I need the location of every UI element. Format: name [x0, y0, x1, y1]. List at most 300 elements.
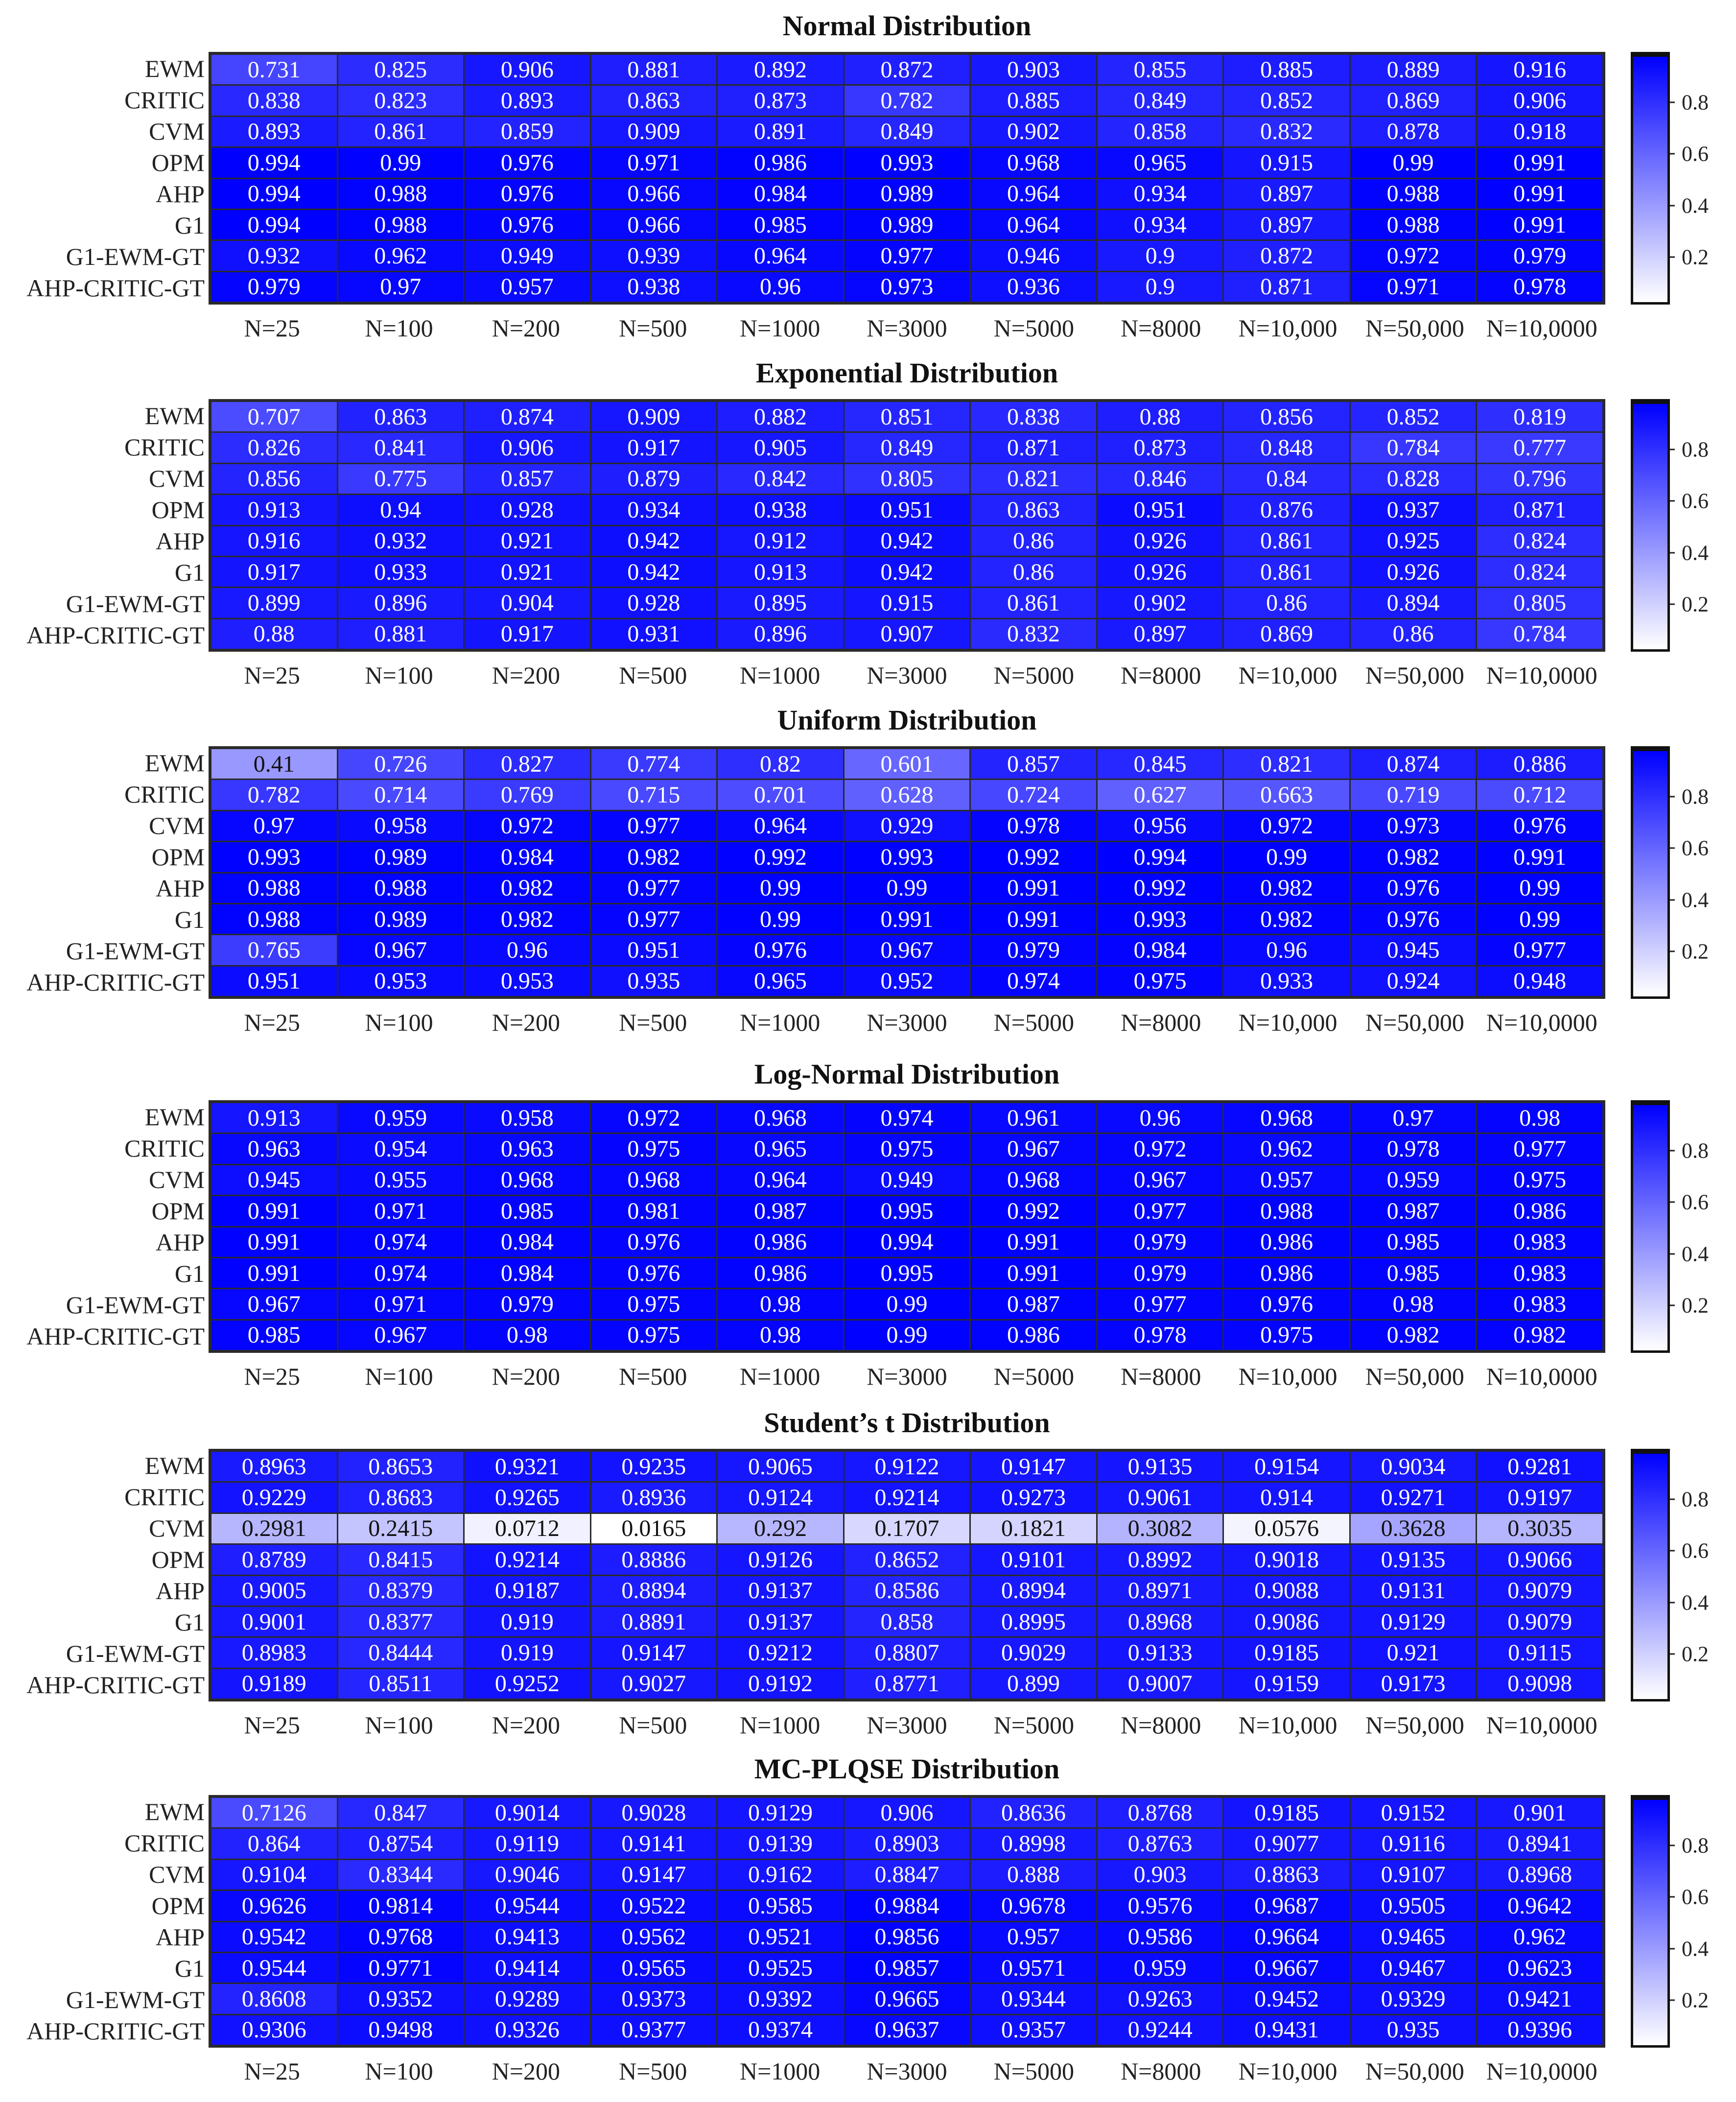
- column-label: N=10,000: [1238, 661, 1337, 689]
- heatmap-cell: 0.8968: [1098, 1607, 1223, 1636]
- column-label: N=25: [244, 661, 300, 689]
- colorbar: [1631, 1449, 1670, 1701]
- heatmap-cell: 0.8941: [1477, 1829, 1602, 1858]
- heatmap-cell: 0.9289: [465, 1984, 590, 2013]
- heatmap-cell: 0.934: [1098, 179, 1223, 209]
- heatmap-cell: 0.893: [465, 86, 590, 115]
- heatmap-cell: 0.8652: [845, 1545, 970, 1574]
- row-label: AHP-CRITIC-GT: [26, 1323, 205, 1350]
- heatmap-cell: 0.878: [1351, 117, 1476, 146]
- colorbar-tick: 0.8: [1670, 1487, 1709, 1512]
- row-labels: [0, 1450, 205, 1700]
- heatmap-cell: 0.9626: [211, 1891, 337, 1920]
- heatmap-cell: 0.9124: [718, 1483, 843, 1512]
- colorbar: [1631, 52, 1670, 305]
- heatmap-cell: 0.979: [465, 1289, 590, 1319]
- column-label: N=3000: [867, 314, 947, 342]
- heatmap-cell: 0.869: [1224, 619, 1349, 649]
- heatmap-cell: 0.894: [1351, 588, 1476, 617]
- heatmap-cell: 0.964: [718, 241, 843, 270]
- heatmap-cell: 0.953: [338, 967, 464, 996]
- heatmap-cell: 0.902: [971, 117, 1096, 146]
- heatmap-cell: 0.989: [845, 179, 970, 209]
- heatmap-cell: 0.972: [591, 1103, 717, 1133]
- heatmap-cell: 0.842: [718, 464, 843, 494]
- heatmap-cell: 0.881: [338, 619, 464, 649]
- heatmap-cell: 0.971: [1351, 272, 1476, 302]
- heatmap-cell: 0.917: [591, 433, 717, 462]
- heatmap-cell: 0.9667: [1224, 1953, 1349, 1983]
- heatmap-cell: 0.942: [591, 526, 717, 556]
- heatmap-cell: 0.9373: [591, 1984, 717, 2013]
- heatmap-cell: 0.8608: [211, 1984, 337, 2013]
- heatmap-cell: 0.979: [971, 935, 1096, 965]
- heatmap-cell: 0.913: [718, 557, 843, 587]
- heatmap-cell: 0.926: [1098, 526, 1223, 556]
- heatmap-cell: 0.9018: [1224, 1545, 1349, 1574]
- row-label: G1-EWM-GT: [66, 590, 205, 617]
- row-label: G1: [174, 906, 205, 933]
- heatmap-cell: 0.855: [1098, 55, 1223, 84]
- heatmap-cell: 0.899: [211, 588, 337, 617]
- row-label: AHP-CRITIC-GT: [26, 274, 205, 302]
- heatmap-cell: 0.9814: [338, 1891, 464, 1920]
- heatmap-cell: 0.96: [718, 272, 843, 302]
- heatmap-cell: 0.965: [718, 1134, 843, 1163]
- heatmap-cell: 0.98: [1351, 1289, 1476, 1319]
- heatmap-cell: 0.9642: [1477, 1891, 1602, 1920]
- heatmap-cell: 0.9107: [1351, 1860, 1476, 1889]
- heatmap-cell: 0.9571: [971, 1953, 1096, 1983]
- heatmap-cell: 0.9281: [1477, 1452, 1602, 1481]
- column-labels: [209, 313, 1605, 343]
- heatmap-cell: 0.967: [338, 935, 464, 965]
- heatmap-cell: 0.873: [1098, 433, 1223, 462]
- heatmap-cell: 0.992: [971, 1196, 1096, 1226]
- heatmap-cell: 0.984: [465, 842, 590, 872]
- colorbar-tick: 0.8: [1670, 1833, 1709, 1858]
- heatmap-cell: 0.827: [465, 749, 590, 779]
- heatmap-cell: 0.821: [971, 464, 1096, 494]
- heatmap-cell: 0.86: [1224, 588, 1349, 617]
- heatmap-cell: 0.9135: [1351, 1545, 1476, 1574]
- heatmap-cell: 0.9147: [591, 1638, 717, 1667]
- heatmap-cell: 0.9061: [1098, 1483, 1223, 1512]
- heatmap-cell: 0.874: [465, 402, 590, 431]
- column-label: N=8000: [1121, 1711, 1201, 1739]
- heatmap-cell: 0.986: [1477, 1196, 1602, 1226]
- heatmap-cell: 0.88: [211, 619, 337, 649]
- heatmap-cell: 0.949: [465, 241, 590, 270]
- heatmap-cell: 0.8586: [845, 1576, 970, 1606]
- heatmap-cell: 0.933: [1224, 967, 1349, 996]
- heatmap-cell: 0.9271: [1351, 1483, 1476, 1512]
- heatmap-cell: 0.9857: [845, 1953, 970, 1983]
- heatmap-cell: 0.9665: [845, 1984, 970, 2013]
- heatmap-cell: 0.876: [1224, 495, 1349, 524]
- column-label: N=10,0000: [1486, 314, 1597, 342]
- heatmap-cell: 0.967: [338, 1321, 464, 1350]
- heatmap-cell: 0.906: [465, 433, 590, 462]
- colorbar-ticks: [1670, 52, 1729, 305]
- column-label: N=1000: [739, 661, 821, 689]
- heatmap-cell: 0.9306: [211, 2015, 337, 2045]
- heatmap-cell: 0.9028: [591, 1798, 717, 1827]
- heatmap-cell: 0.9077: [1224, 1829, 1349, 1858]
- heatmap-cell: 0.984: [465, 1228, 590, 1257]
- column-label: N=8000: [1121, 1009, 1201, 1036]
- heatmap-cell: 0.8511: [338, 1669, 464, 1699]
- heatmap-cell: 0.971: [591, 148, 717, 177]
- heatmap-cell: 0.9154: [1224, 1452, 1349, 1481]
- heatmap-cell: 0.968: [1224, 1103, 1349, 1133]
- row-label: G1-EWM-GT: [66, 243, 205, 270]
- heatmap-cell: 0.906: [1477, 86, 1602, 115]
- column-labels: [209, 661, 1605, 690]
- heatmap-cell: 0.946: [971, 241, 1096, 270]
- colorbar: [1631, 1795, 1670, 2048]
- column-label: N=1000: [739, 1363, 821, 1390]
- row-label: AHP-CRITIC-GT: [26, 2017, 205, 2045]
- heatmap-cell: 0.0165: [591, 1514, 717, 1543]
- heatmap-cell: 0.959: [1351, 1165, 1476, 1195]
- heatmap-cell: 0.7126: [211, 1798, 337, 1827]
- heatmap-cell: 0.9321: [465, 1452, 590, 1481]
- heatmap-cell: 0.9133: [1098, 1638, 1223, 1667]
- heatmap-cell: 0.976: [465, 210, 590, 239]
- heatmap-cell: 0.979: [211, 272, 337, 302]
- heatmap-cell: 0.9329: [1351, 1984, 1476, 2013]
- heatmap-cell: 0.903: [971, 55, 1096, 84]
- heatmap-cell: 0.982: [1224, 904, 1349, 934]
- heatmap-cell: 0.888: [971, 1860, 1096, 1889]
- heatmap-cell: 0.951: [211, 967, 337, 996]
- row-label: G1: [174, 1260, 205, 1287]
- row-label: G1-EWM-GT: [66, 1986, 205, 2013]
- heatmap-cell: 0.663: [1224, 780, 1349, 809]
- heatmap-cell: 0.977: [845, 241, 970, 270]
- heatmap-cell: 0.962: [1224, 1134, 1349, 1163]
- row-label: OPM: [151, 1546, 205, 1573]
- heatmap-cell: 0.985: [465, 1196, 590, 1226]
- heatmap-cell: 0.8847: [845, 1860, 970, 1889]
- row-label: EWM: [144, 1452, 205, 1479]
- heatmap-cell: 0.9101: [971, 1545, 1096, 1574]
- heatmap-cell: 0.934: [591, 495, 717, 524]
- heatmap-cell: 0.912: [718, 526, 843, 556]
- row-label: AHP: [155, 874, 205, 902]
- column-label: N=100: [365, 314, 433, 342]
- heatmap-cell: 0.931: [591, 619, 717, 649]
- heatmap-cell: 0.9414: [465, 1953, 590, 1983]
- row-label: OPM: [151, 1197, 205, 1225]
- heatmap-cell: 0.978: [1351, 1134, 1476, 1163]
- heatmap-cell: 0.9252: [465, 1669, 590, 1699]
- row-label: EWM: [144, 749, 205, 777]
- heatmap-cell: 0.825: [338, 55, 464, 84]
- colorbar-tick: 0.4: [1670, 193, 1709, 218]
- heatmap-cell: 0.97: [338, 272, 464, 302]
- heatmap-cell: 0.9235: [591, 1452, 717, 1481]
- heatmap-cell: 0.0712: [465, 1514, 590, 1543]
- colorbar-ticks: [1670, 1100, 1729, 1353]
- heatmap-cell: 0.851: [845, 402, 970, 431]
- column-label: N=25: [244, 1711, 300, 1739]
- heatmap-cell: 0.924: [1351, 967, 1476, 996]
- heatmap-cell: 0.8768: [1098, 1798, 1223, 1827]
- row-label: CVM: [149, 1166, 205, 1193]
- heatmap-cell: 0.9135: [1098, 1452, 1223, 1481]
- heatmap-cell: 0.838: [211, 86, 337, 115]
- heatmap-cell: 0.98: [718, 1321, 843, 1350]
- heatmap-cell: 0.926: [1351, 557, 1476, 587]
- column-label: N=10,000: [1238, 1711, 1337, 1739]
- colorbar-tick: 0.6: [1670, 836, 1709, 861]
- heatmap-cell: 0.994: [211, 148, 337, 177]
- heatmap-panel-5: [0, 1743, 1736, 2086]
- heatmap-cell: 0.979: [1098, 1258, 1223, 1288]
- heatmap-cell: 0.9214: [465, 1545, 590, 1574]
- heatmap-cell: 0.9001: [211, 1607, 337, 1636]
- heatmap-cell: 0.992: [971, 842, 1096, 872]
- heatmap-cell: 0.99: [1224, 842, 1349, 872]
- column-labels: [209, 2056, 1605, 2086]
- heatmap-cell: 0.9159: [1224, 1669, 1349, 1699]
- heatmap-cell: 0.9576: [1098, 1891, 1223, 1920]
- heatmap-cell: 0.975: [1477, 1165, 1602, 1195]
- colorbar-tick: 0.2: [1670, 245, 1709, 270]
- heatmap-cell: 0.845: [1098, 749, 1223, 779]
- heatmap-cell: 0.9431: [1224, 2015, 1349, 2045]
- heatmap-cell: 0.9413: [465, 1922, 590, 1952]
- heatmap-cell: 0.41: [211, 749, 337, 779]
- heatmap-cell: 0.994: [845, 1228, 970, 1257]
- heatmap-cell: 0.987: [718, 1196, 843, 1226]
- heatmap-cell: 0.9147: [971, 1452, 1096, 1481]
- heatmap-cell: 0.784: [1351, 433, 1476, 462]
- heatmap-cell: 0.963: [465, 1134, 590, 1163]
- heatmap-cell: 0.965: [1098, 148, 1223, 177]
- heatmap-cell: 0.8894: [591, 1576, 717, 1606]
- heatmap-cell: 0.974: [338, 1258, 464, 1288]
- heatmap-cell: 0.988: [1351, 210, 1476, 239]
- heatmap-cell: 0.96: [1224, 935, 1349, 965]
- heatmap-grid: [209, 399, 1605, 652]
- heatmap-cell: 0.9352: [338, 1984, 464, 2013]
- colorbar-tick: 0.2: [1670, 592, 1709, 617]
- heatmap-panel-2: [0, 694, 1736, 1037]
- heatmap-cell: 0.97: [211, 811, 337, 841]
- heatmap-cell: 0.2415: [338, 1514, 464, 1543]
- heatmap-cell: 0.939: [591, 241, 717, 270]
- heatmap-cell: 0.8891: [591, 1607, 717, 1636]
- heatmap-cell: 0.8903: [845, 1829, 970, 1858]
- heatmap-cell: 0.852: [1224, 86, 1349, 115]
- heatmap-cell: 0.985: [211, 1321, 337, 1350]
- colorbar-tick: 0.4: [1670, 540, 1709, 565]
- colorbar-ticks: [1670, 1795, 1729, 2048]
- heatmap-cell: 0.714: [338, 780, 464, 809]
- heatmap-cell: 0.828: [1351, 464, 1476, 494]
- heatmap-grid: [209, 1449, 1605, 1701]
- heatmap-cell: 0.951: [1098, 495, 1223, 524]
- column-label: N=1000: [739, 1711, 821, 1739]
- panel-title: Exponential Distribution: [755, 357, 1058, 389]
- heatmap-cell: 0.3628: [1351, 1514, 1476, 1543]
- heatmap-cell: 0.897: [1098, 619, 1223, 649]
- heatmap-cell: 0.848: [1224, 433, 1349, 462]
- row-labels: [0, 1796, 205, 2047]
- heatmap-cell: 0.964: [718, 1165, 843, 1195]
- heatmap-cell: 0.974: [338, 1228, 464, 1257]
- heatmap-cell: 0.978: [1098, 1321, 1223, 1350]
- column-label: N=1000: [739, 1009, 821, 1036]
- column-label: N=25: [244, 314, 300, 342]
- heatmap-cell: 0.975: [591, 1321, 717, 1350]
- column-labels: [209, 1362, 1605, 1391]
- column-labels: [209, 1008, 1605, 1037]
- heatmap-cell: 0.86: [971, 526, 1096, 556]
- row-label: AHP-CRITIC-GT: [26, 621, 205, 649]
- heatmap-cell: 0.993: [211, 842, 337, 872]
- heatmap-cell: 0.958: [338, 811, 464, 841]
- heatmap-cell: 0.8998: [971, 1829, 1096, 1858]
- heatmap-cell: 0.967: [845, 935, 970, 965]
- heatmap-cell: 0.715: [591, 780, 717, 809]
- heatmap-cell: 0.975: [1098, 967, 1223, 996]
- heatmap-cell: 0.3035: [1477, 1514, 1602, 1543]
- heatmap-cell: 0.991: [211, 1196, 337, 1226]
- heatmap-cell: 0.864: [211, 1829, 337, 1858]
- heatmap-cell: 0.9396: [1477, 2015, 1602, 2045]
- row-label: AHP: [155, 1923, 205, 1951]
- heatmap-cell: 0.8992: [1098, 1545, 1223, 1574]
- column-label: N=1000: [739, 314, 821, 342]
- column-label: N=8000: [1121, 2057, 1201, 2085]
- heatmap-cell: 0.897: [1224, 210, 1349, 239]
- heatmap-cell: 0.9098: [1477, 1669, 1602, 1699]
- heatmap-cell: 0.99: [338, 148, 464, 177]
- heatmap-cell: 0.8379: [338, 1576, 464, 1606]
- colorbar-tick: 0.8: [1670, 90, 1709, 115]
- heatmap-cell: 0.9265: [465, 1483, 590, 1512]
- heatmap-cell: 0.9152: [1351, 1798, 1476, 1827]
- heatmap-cell: 0.957: [465, 272, 590, 302]
- heatmap-cell: 0.826: [211, 433, 337, 462]
- heatmap-grid: [209, 1795, 1605, 2048]
- heatmap-cell: 0.8936: [591, 1483, 717, 1512]
- heatmap-cell: 0.983: [1477, 1228, 1602, 1257]
- heatmap-cell: 0.873: [718, 86, 843, 115]
- heatmap-cell: 0.628: [845, 780, 970, 809]
- heatmap-cell: 0.973: [845, 272, 970, 302]
- heatmap-cell: 0.9498: [338, 2015, 464, 2045]
- heatmap-cell: 0.832: [1224, 117, 1349, 146]
- heatmap-cell: 0.972: [1224, 811, 1349, 841]
- heatmap-cell: 0.991: [1477, 842, 1602, 872]
- heatmap-panel-0: [0, 0, 1736, 343]
- column-labels: [209, 1710, 1605, 1740]
- heatmap-cell: 0.9771: [338, 1953, 464, 1983]
- heatmap-cell: 0.9678: [971, 1891, 1096, 1920]
- heatmap-cell: 0.9005: [211, 1576, 337, 1606]
- heatmap-cell: 0.989: [845, 210, 970, 239]
- heatmap-cell: 0.9505: [1351, 1891, 1476, 1920]
- heatmap-cell: 0.774: [591, 749, 717, 779]
- heatmap-cell: 0.892: [718, 55, 843, 84]
- column-label: N=8000: [1121, 1363, 1201, 1390]
- heatmap-cell: 0.976: [591, 1228, 717, 1257]
- heatmap-cell: 0.847: [338, 1798, 464, 1827]
- heatmap-cell: 0.8971: [1098, 1576, 1223, 1606]
- heatmap-cell: 0.986: [1224, 1258, 1349, 1288]
- heatmap-cell: 0.974: [845, 1103, 970, 1133]
- row-label: AHP: [155, 527, 205, 555]
- heatmap-cell: 0.891: [718, 117, 843, 146]
- heatmap-cell: 0.98: [1477, 1103, 1602, 1133]
- heatmap-cell: 0.986: [1224, 1228, 1349, 1257]
- heatmap-cell: 0.86: [971, 557, 1096, 587]
- heatmap-cell: 0.885: [971, 86, 1096, 115]
- heatmap-cell: 0.9357: [971, 2015, 1096, 2045]
- heatmap-cell: 0.724: [971, 780, 1096, 809]
- heatmap-cell: 0.896: [718, 619, 843, 649]
- heatmap-cell: 0.9212: [718, 1638, 843, 1667]
- heatmap-cell: 0.3082: [1098, 1514, 1223, 1543]
- heatmap-cell: 0.8886: [591, 1545, 717, 1574]
- heatmap-cell: 0.9122: [845, 1452, 970, 1481]
- heatmap-cell: 0.94: [338, 495, 464, 524]
- column-label: N=500: [619, 1009, 687, 1036]
- heatmap-cell: 0.966: [591, 179, 717, 209]
- column-label: N=10,0000: [1486, 2057, 1597, 2085]
- heatmap-cell: 0.292: [718, 1514, 843, 1543]
- heatmap-cell: 0.856: [1224, 402, 1349, 431]
- heatmap-cell: 0.856: [211, 464, 337, 494]
- panel-title: Log-Normal Distribution: [754, 1058, 1060, 1090]
- heatmap-cell: 0.849: [845, 433, 970, 462]
- heatmap-cell: 0.882: [718, 402, 843, 431]
- heatmap-cell: 0.893: [211, 117, 337, 146]
- heatmap-cell: 0.932: [338, 526, 464, 556]
- heatmap-cell: 0.1821: [971, 1514, 1096, 1543]
- heatmap-cell: 0.879: [591, 464, 717, 494]
- heatmap-cell: 0.976: [1224, 1289, 1349, 1319]
- heatmap-cell: 0.933: [338, 557, 464, 587]
- heatmap-cell: 0.8995: [971, 1607, 1096, 1636]
- heatmap-cell: 0.9129: [1351, 1607, 1476, 1636]
- heatmap-cell: 0.9244: [1098, 2015, 1223, 2045]
- heatmap-cell: 0.9131: [1351, 1576, 1476, 1606]
- column-label: N=100: [365, 661, 433, 689]
- row-label: G1-EWM-GT: [66, 937, 205, 965]
- heatmap-cell: 0.976: [465, 148, 590, 177]
- heatmap-cell: 0.917: [465, 619, 590, 649]
- heatmap-cell: 0.863: [971, 495, 1096, 524]
- column-label: N=500: [619, 1363, 687, 1390]
- heatmap-cell: 0.982: [465, 904, 590, 934]
- heatmap-cell: 0.961: [971, 1103, 1096, 1133]
- column-label: N=5000: [993, 661, 1074, 689]
- heatmap-cell: 0.991: [971, 1228, 1096, 1257]
- heatmap-cell: 0.9126: [718, 1545, 843, 1574]
- heatmap-cell: 0.9856: [845, 1922, 970, 1952]
- colorbar-tick: 0.2: [1670, 1293, 1709, 1318]
- heatmap-cell: 0.988: [1351, 179, 1476, 209]
- column-label: N=25: [244, 1009, 300, 1036]
- heatmap-cell: 0.934: [1098, 210, 1223, 239]
- heatmap-cell: 0.8754: [338, 1829, 464, 1858]
